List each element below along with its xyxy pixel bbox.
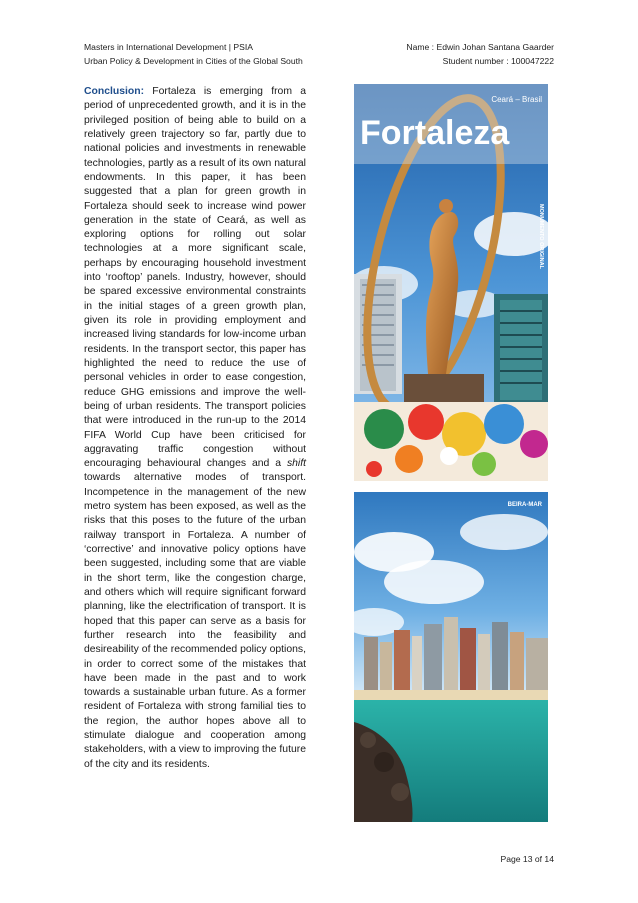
conclusion-emphasis: shift — [286, 458, 306, 470]
student-number: Student number : 100047222 — [442, 56, 554, 66]
course-title: Urban Policy & Development in Cities of the Global South — [84, 56, 303, 66]
header-left — [84, 40, 303, 68]
conclusion-label: Conclusion: — [84, 86, 145, 97]
page-number: Page 13 of 14 — [500, 854, 554, 864]
fortaleza-poster-image — [354, 84, 548, 481]
program-title: Masters in International Development | PSIA — [84, 42, 253, 52]
poster-side-text: MONUMENTO ORIGINAL — [538, 204, 544, 269]
photo-corner-label: BEIRA-MAR — [507, 502, 542, 508]
beira-mar-photo — [354, 492, 548, 822]
conclusion-text-part1: Fortaleza is emerging from a period of unprecedented growth, and it is in the privileged position of being able to build on a relatively green trajectory so far, partly due to national policies and investments in renewable technologies, partly as a result of its own natural endowments. In this paper, it has been suggested that a plan for green growth in Fortaleza should seek to increase wind power generation in the state of Ceará, as well as exploring options for rolling out solar technologies at a more significant scale, perhaps by encouraging household investment into ‘rooftop’ panels. Industry, however, should be spared excessive environmental constraints in the initial stages of a green growth plan, given its role in providing employment and increased living standards for low-income urban residents. In the transport sector, this paper has highlighted the need to reduce the use of personal vehicles in order to ease congestion, reduce GHG emissions and improve the well-being of urban residents. The transport policies that were introduced in the run-up to the 2014 FIFA World Cup have been criticised for aggravating traffic congestion without encouraging behavioural changes and a — [84, 86, 307, 470]
student-name: Name : Edwin Johan Santana Gaarder — [406, 42, 554, 52]
conclusion-paragraph — [84, 85, 306, 772]
conclusion-text-part2: towards alternative modes of transport. Incompetence in the management of the new metro system has been exposed, as well as the risks that this poses to the future of the urban railway transport in Fortaleza. A number of ‘corrective’ and innovative policy options have been suggested, including some that are viable in the short term, like the congestion charge, and others which will require significant forward planning, like the electrification of transport. It is hoped that this paper can serve as a basis for further research into the feasibility and desireability of the recommended policy options, in order to correct some of the mistakes that have been made in the past and to work towards a sustainable urban future. As a former resident of Fortaleza with strong familial ties to the region, the author hopes above all to stimulate dialogue and cooperation among stakeholders, with a view to improving the future of the city and its residents. — [84, 472, 306, 770]
poster-subtitle: Ceará – Brasil — [491, 95, 542, 104]
header-right — [406, 40, 554, 68]
poster-title: Fortaleza — [360, 114, 510, 152]
